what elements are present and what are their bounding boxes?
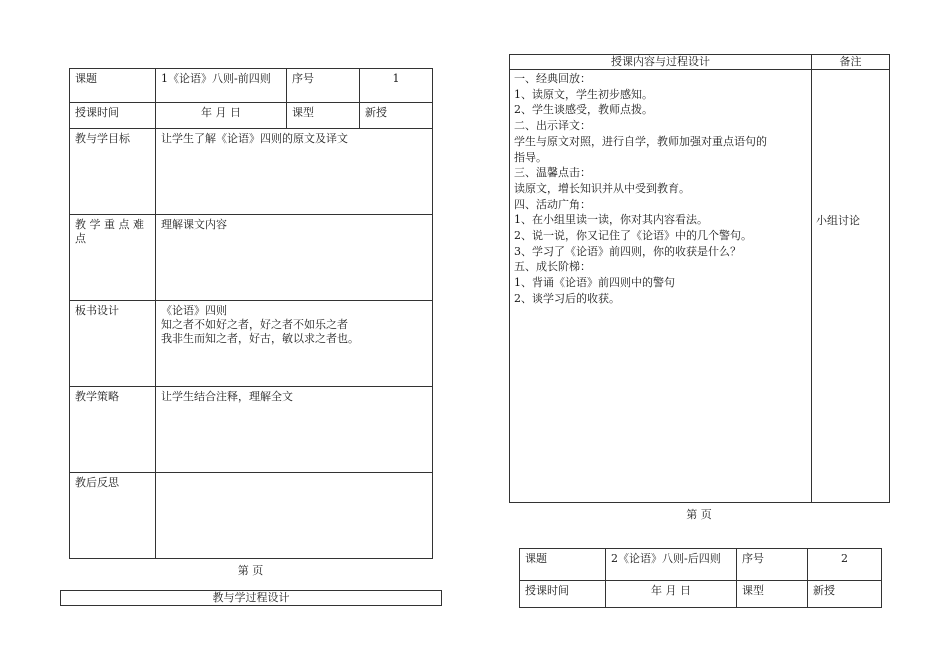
lesson-plan-table-2: [519, 548, 882, 608]
seq-value: 2: [808, 549, 882, 581]
type-label: 课型: [287, 103, 360, 129]
reflection-value: [156, 473, 433, 559]
design-line: 二、出示译文：: [514, 119, 591, 133]
design-line: 1、读原文，学生初步感知。: [514, 87, 653, 101]
strategy-label: 教学策略: [70, 387, 156, 473]
content-header: 授课内容与过程设计: [510, 55, 812, 70]
process-design-heading: 教与学过程设计: [60, 590, 442, 606]
reflection-label: 教后反思: [70, 473, 156, 559]
focus-label: 教 学 重 点 难 点: [70, 215, 156, 301]
design-line: 四、活动广角：: [514, 197, 591, 211]
note-text: 小组讨论: [816, 214, 860, 227]
design-line: 1、在小组里读一读，你对其内容看法。: [514, 213, 708, 227]
design-line: 学生与原文对照，进行自学，教师加强对重点语句的: [514, 134, 767, 148]
topic-value: 2《论语》八则-后四则: [606, 549, 737, 581]
design-line: 3、学习了《论语》前四则，你的收获是什么？: [514, 244, 741, 258]
goal-value: 让学生了解《论语》四则的原文及译文: [156, 129, 433, 215]
seq-label: 序号: [287, 69, 360, 103]
design-line: 读原文，增长知识并从中受到教育。: [514, 181, 690, 195]
process-design-table: [509, 54, 890, 503]
time-label: 授课时间: [520, 581, 606, 608]
strategy-value: 让学生结合注释，理解全文: [156, 387, 433, 473]
time-label: 授课时间: [70, 103, 156, 129]
page-number-right: 第 页: [686, 508, 712, 521]
board-value: 《论语》四则 知之者不如好之者，好之者不如乐之者 我非生而知之者，好古，敏以求之者也。: [156, 301, 433, 387]
design-line: 2、谈学习后的收获。: [514, 291, 620, 305]
lesson-plan-table-1: [69, 68, 433, 559]
topic-value: 1《论语》八则-前四则: [156, 69, 287, 103]
design-line: 指导。: [514, 150, 547, 164]
design-lines: [514, 71, 807, 307]
type-value: 新授: [808, 581, 882, 608]
seq-label: 序号: [737, 549, 808, 581]
type-value: 新授: [360, 103, 433, 129]
design-line: 1、背诵《论语》前四则中的警句: [514, 276, 675, 290]
focus-value: 理解课文内容: [156, 215, 433, 301]
seq-value: 1: [360, 69, 433, 103]
design-line: 2、学生谈感受，教师点拨。: [514, 103, 653, 117]
design-notes: [812, 70, 890, 503]
board-label: 板书设计: [70, 301, 156, 387]
design-line: 五、成长阶梯：: [514, 260, 591, 274]
page-number-left: 第 页: [237, 564, 264, 577]
notes-header: 备注: [812, 55, 890, 70]
design-line: 2、说一说，你又记住了《论语》中的几个警句。: [514, 229, 752, 243]
design-content: [510, 70, 812, 503]
time-value: 年 月 日: [156, 103, 287, 129]
time-value: 年 月 日: [606, 581, 737, 608]
topic-label: 课题: [70, 69, 156, 103]
type-label: 课型: [737, 581, 808, 608]
goal-label: 教与学目标: [70, 129, 156, 215]
design-line: 三、温馨点击：: [514, 166, 591, 180]
design-line: 一、经典回放：: [514, 72, 591, 85]
topic-label: 课题: [520, 549, 606, 581]
